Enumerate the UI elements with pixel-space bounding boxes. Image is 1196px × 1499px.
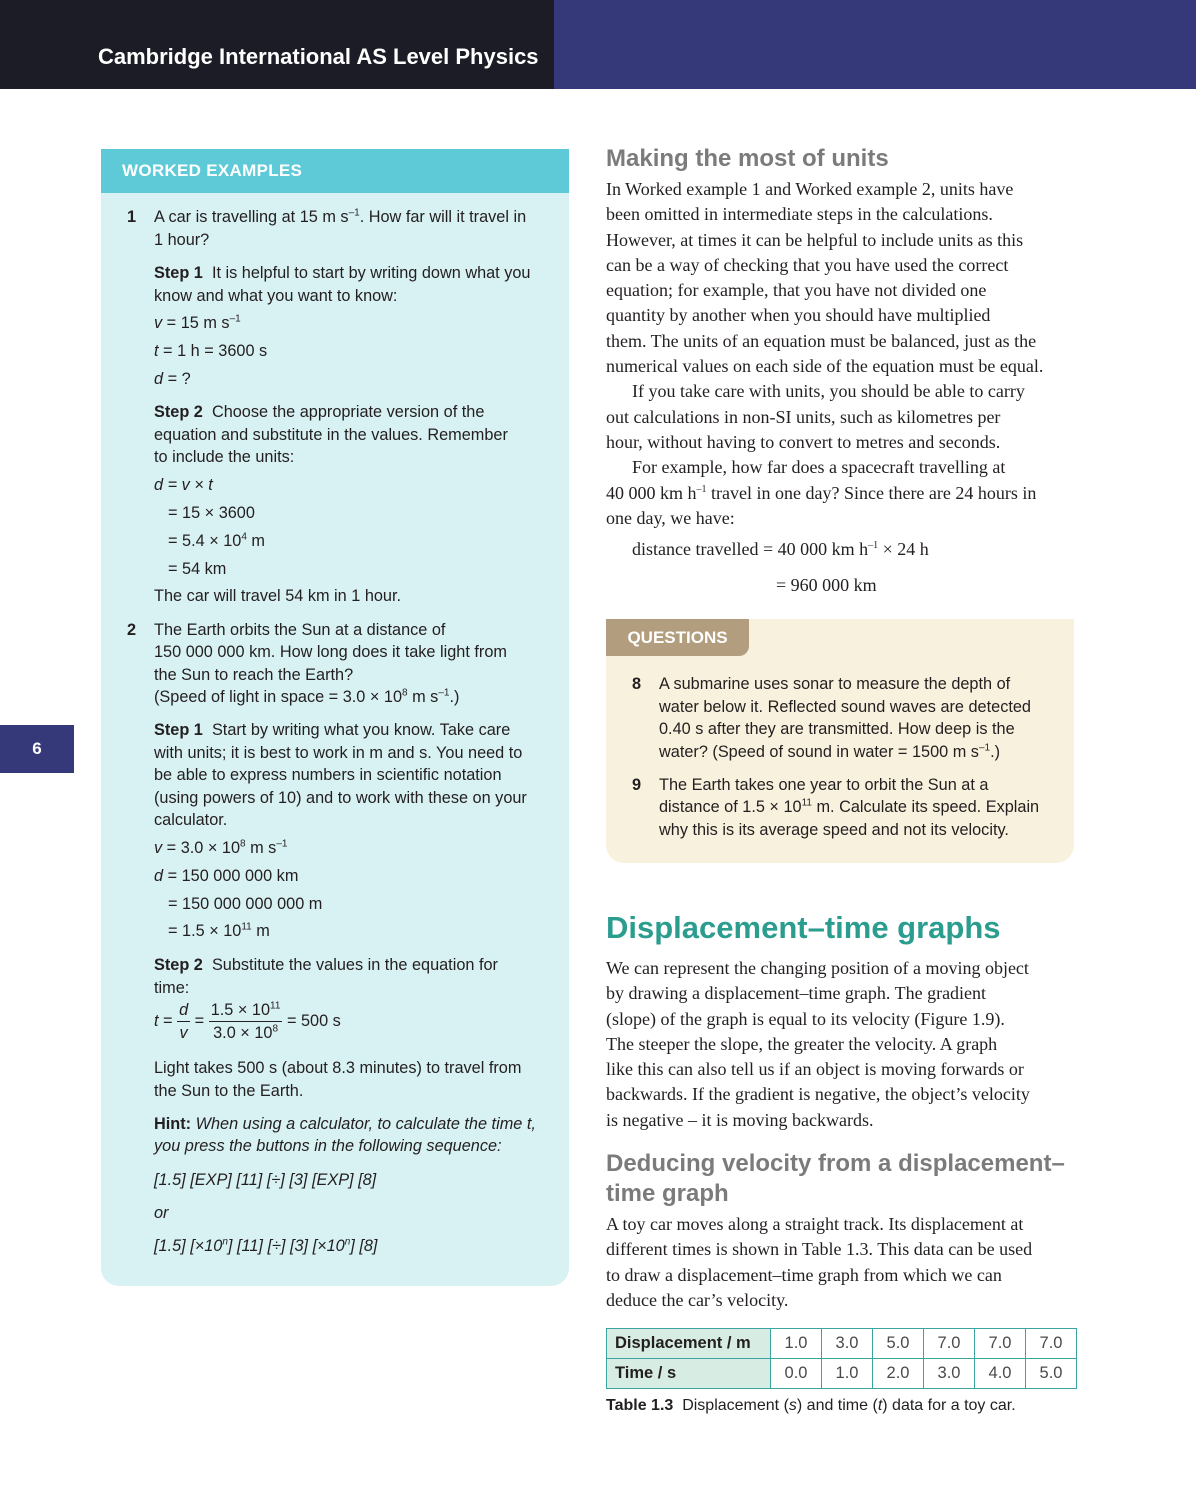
question-8-line4: water? (Speed of sound in water = 1500 m $s^{-1}$.) [659, 742, 1001, 761]
units-heading: Making the most of units [606, 145, 889, 172]
book-title: Cambridge International AS Level Physics [98, 44, 539, 69]
question-number: 8 [632, 675, 642, 693]
example-1-question: A car is travelling at 15 m $s^{-1}$. How far will it travel in [154, 207, 527, 226]
fraction-equation: t = $\frac{d}{v}$ = $\frac{1.5 \times 10^{11}}{3.0 \times 10^8}$ = 500 s [154, 1000, 341, 1042]
example-1-question-line2: 1 hour? [154, 231, 210, 249]
paragraph-line: We can represent the changing position of a moving object [606, 958, 1029, 978]
example-2-step-1-line2: with units; it is best to work in m and s. You need to [154, 744, 523, 762]
example-2-question-line4: (Speed of light in space = $3.0 \times 10^8$ m $s^{-1}$.) [154, 687, 460, 706]
table-cell: 1.0 [822, 1359, 873, 1389]
paragraph-line: to draw a displacement–time graph from which we can [606, 1264, 1002, 1285]
example-1-step-2-line2: equation and substitute in the values. Remember [154, 426, 508, 444]
paragraph-line: different times is shown in Table 1.3. This data can be used [606, 1239, 1033, 1260]
example-number: 2 [127, 621, 137, 639]
table-cell: 3.0 [822, 1329, 873, 1359]
equation-line: = 150 000 000 000 m [168, 895, 323, 913]
paragraph-line: them. The units of an equation must be balanced, just as the [606, 330, 1037, 351]
example-2-answer-line2: the Sun to the Earth. [154, 1082, 304, 1100]
paragraph-line: can be a way of checking that you have used the correct [606, 254, 1009, 275]
paragraph-line: backwards. If the gradient is negative, the object’s velocity [606, 1084, 1030, 1105]
table-cell: 1.0 [771, 1329, 822, 1359]
example-2-step-1-line5: calculator. [154, 811, 228, 829]
paragraph-line: quantity by another when you should have multiplied [606, 305, 991, 326]
units-equation-result: = 960 000 km [776, 575, 877, 595]
header-blue-band [554, 0, 1196, 89]
table-cell: 5.0 [1026, 1359, 1077, 1389]
equation-line: d = v × t [154, 476, 213, 494]
paragraph-line: deduce the car’s velocity. [606, 1289, 789, 1310]
example-1-step-2-line3: to include the units: [154, 448, 295, 466]
example-1-answer: The car will travel 54 km in 1 hour. [154, 587, 402, 605]
example-1-step-1: Step 1 It is helpful to start by writing down what you [154, 264, 531, 282]
units-body [606, 177, 1076, 531]
table-cell: 7.0 [1026, 1329, 1077, 1359]
hint: Hint: When using a calculator, to calculate the time t, [154, 1115, 536, 1133]
equation-line: $v = 3.0 \times 10^8$ m $s^{-1}$ [154, 838, 288, 857]
question-8: A submarine uses sonar to measure the depth of [659, 675, 1011, 693]
equation-line: t = 1 h = 3600 s [154, 342, 268, 360]
table-cell: 7.0 [924, 1329, 975, 1359]
example-2-question-line2: 150 000 000 km. How long does it take light from [154, 643, 507, 661]
paragraph-line: The steeper the slope, the greater the velocity. A graph [606, 1033, 998, 1054]
paragraph-line: However, at times it can be helpful to include units as this [606, 229, 1024, 250]
page-number: 6 [0, 725, 74, 773]
paragraph-line: one day, we have: [606, 507, 735, 528]
equation-line: d = 150 000 000 km [154, 867, 299, 885]
paragraph-line: by drawing a displacement–time graph. The gradient [606, 983, 987, 1004]
dt-body [606, 956, 1076, 1133]
table-cell: 5.0 [873, 1329, 924, 1359]
hint-line2: you press the buttons in the following sequence: [154, 1137, 502, 1155]
paragraph-line: hour, without having to convert to metres and seconds. [606, 431, 1001, 452]
dt-body-2 [606, 1212, 1076, 1313]
table-row [607, 1359, 1077, 1389]
equation-line: = 15 × 3600 [168, 504, 255, 522]
example-1-step-1-line2: know and what you want to know: [154, 287, 398, 305]
worked-examples-box [101, 149, 569, 1286]
worked-examples-heading: WORKED EXAMPLES [101, 149, 569, 193]
paragraph-line: been omitted in intermediate steps in the calculations. [606, 204, 993, 225]
question-8-line2: water below it. Reflected sound waves are detected [659, 698, 1031, 716]
question-9: The Earth takes one year to orbit the Sun at a [659, 776, 989, 794]
sub-heading: Deducing velocity from a displacement– time graph [606, 1150, 1065, 1207]
table-cell: 2.0 [873, 1359, 924, 1389]
paragraph-line: 40 000 km $h^{-1}$ travel in one day? Since there are 24 hours in [606, 482, 1037, 503]
question-8-line3: 0.40 s after they are transmitted. How deep is the [659, 720, 1015, 738]
paragraph-line: like this can also tell us if an object is moving forwards or [606, 1059, 1024, 1080]
equation-line: = $5.4 \times 10^4$ m [168, 531, 265, 550]
example-1-step-2: Step 2 Choose the appropriate version of the [154, 403, 485, 421]
paragraph-line: A toy car moves along a straight track. Its displacement at [606, 1214, 1024, 1234]
or-text: or [154, 1204, 169, 1222]
key-sequence: [1.5] $[\times 10^n]$ [11] [÷] [3] $[\times 10^n]$ [8] [154, 1236, 378, 1255]
units-equation: distance travelled = 40 000 km $h^{-1} \times 24$ h [632, 539, 929, 559]
equation-line: = $1.5 \times 10^{11}$ m [168, 921, 270, 940]
example-2-step-1-line3: be able to express numbers in scientific notation [154, 766, 502, 784]
paragraph-line: equation; for example, that you have not divided one [606, 280, 987, 301]
question-9-line2: distance of $1.5 \times 10^{11}$ m. Calculate its speed. Explain [659, 797, 1040, 816]
data-table [606, 1328, 1077, 1389]
paragraph-line: (slope) of the graph is equal to its velocity (Figure 1.9). [606, 1008, 1005, 1029]
questions-tab: QUESTIONS [606, 619, 749, 656]
equation-line: = 54 km [168, 560, 227, 578]
example-2-question-line3: the Sun to reach the Earth? [154, 666, 354, 684]
paragraph-line: If you take care with units, you should be able to carry [632, 381, 1025, 402]
paragraph-line: numerical values on each side of the equation must be equal. [606, 356, 1044, 377]
example-2-step-2: Step 2 Substitute the values in the equation for [154, 956, 498, 974]
table-row-header: Time / s [607, 1359, 771, 1389]
paragraph-line: is negative – it is moving backwards. [606, 1109, 874, 1130]
table-caption: Table 1.3 Displacement (s) and time (t) data for a toy car. [606, 1397, 1016, 1414]
question-9-line3: why this is its average speed and not its velocity. [659, 821, 1009, 839]
example-2-step-2-line2: time: [154, 979, 190, 997]
table-cell: 3.0 [924, 1359, 975, 1389]
table-row-header: Displacement / m [607, 1329, 771, 1359]
example-number: 1 [127, 208, 137, 226]
equation-line: d = ? [154, 370, 191, 388]
paragraph-line: out calculations in non-SI units, such as kilometres per [606, 406, 1001, 427]
example-2-answer: Light takes 500 s (about 8.3 minutes) to travel from [154, 1059, 522, 1077]
example-2-step-1-line4: (using powers of 10) and to work with these on your [154, 789, 527, 807]
table-cell: 0.0 [771, 1359, 822, 1389]
table-row [607, 1329, 1077, 1359]
example-2-question: The Earth orbits the Sun at a distance of [154, 621, 446, 639]
table-cell: 4.0 [975, 1359, 1026, 1389]
paragraph-line: For example, how far does a spacecraft travelling at [632, 457, 1006, 478]
question-number: 9 [632, 776, 642, 794]
key-sequence: [1.5] [EXP] [11] [÷] [3] [EXP] [8] [154, 1171, 377, 1189]
paragraph-line: In Worked example 1 and Worked example 2, units have [606, 179, 1014, 199]
section-heading: Displacement–time graphs [606, 910, 1001, 945]
equation-line: v = 15 m $s^{-1}$ [154, 313, 241, 332]
table-cell: 7.0 [975, 1329, 1026, 1359]
example-2-step-1: Step 1 Start by writing what you know. Take care [154, 721, 511, 739]
